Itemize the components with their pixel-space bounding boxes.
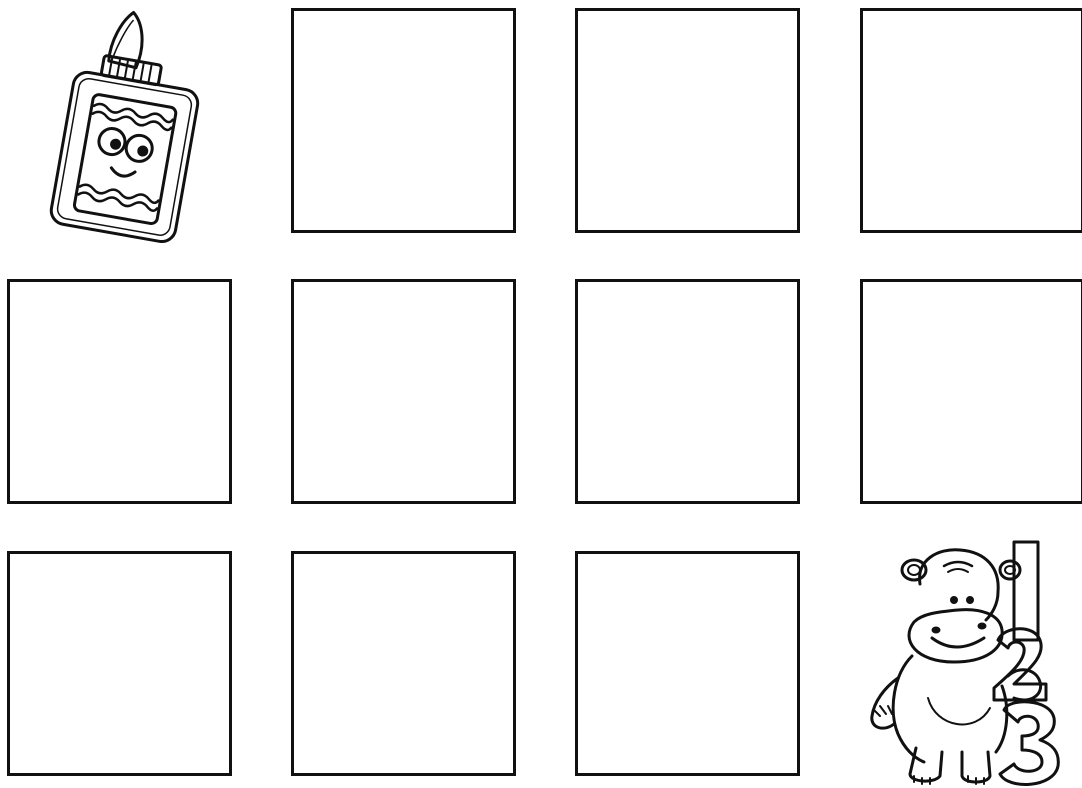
drawing-box[interactable]	[575, 551, 800, 776]
drawing-box[interactable]	[291, 8, 516, 233]
drawing-box[interactable]	[860, 8, 1082, 233]
drawing-box[interactable]	[7, 279, 232, 504]
drawing-box[interactable]	[291, 279, 516, 504]
drawing-box[interactable]	[291, 551, 516, 776]
drawing-box[interactable]	[7, 551, 232, 776]
hippo-numbers-icon	[858, 538, 1076, 788]
drawing-box[interactable]	[575, 8, 800, 233]
glue-bottle-icon	[30, 4, 200, 244]
drawing-box[interactable]	[575, 279, 800, 504]
drawing-box[interactable]	[860, 279, 1082, 504]
